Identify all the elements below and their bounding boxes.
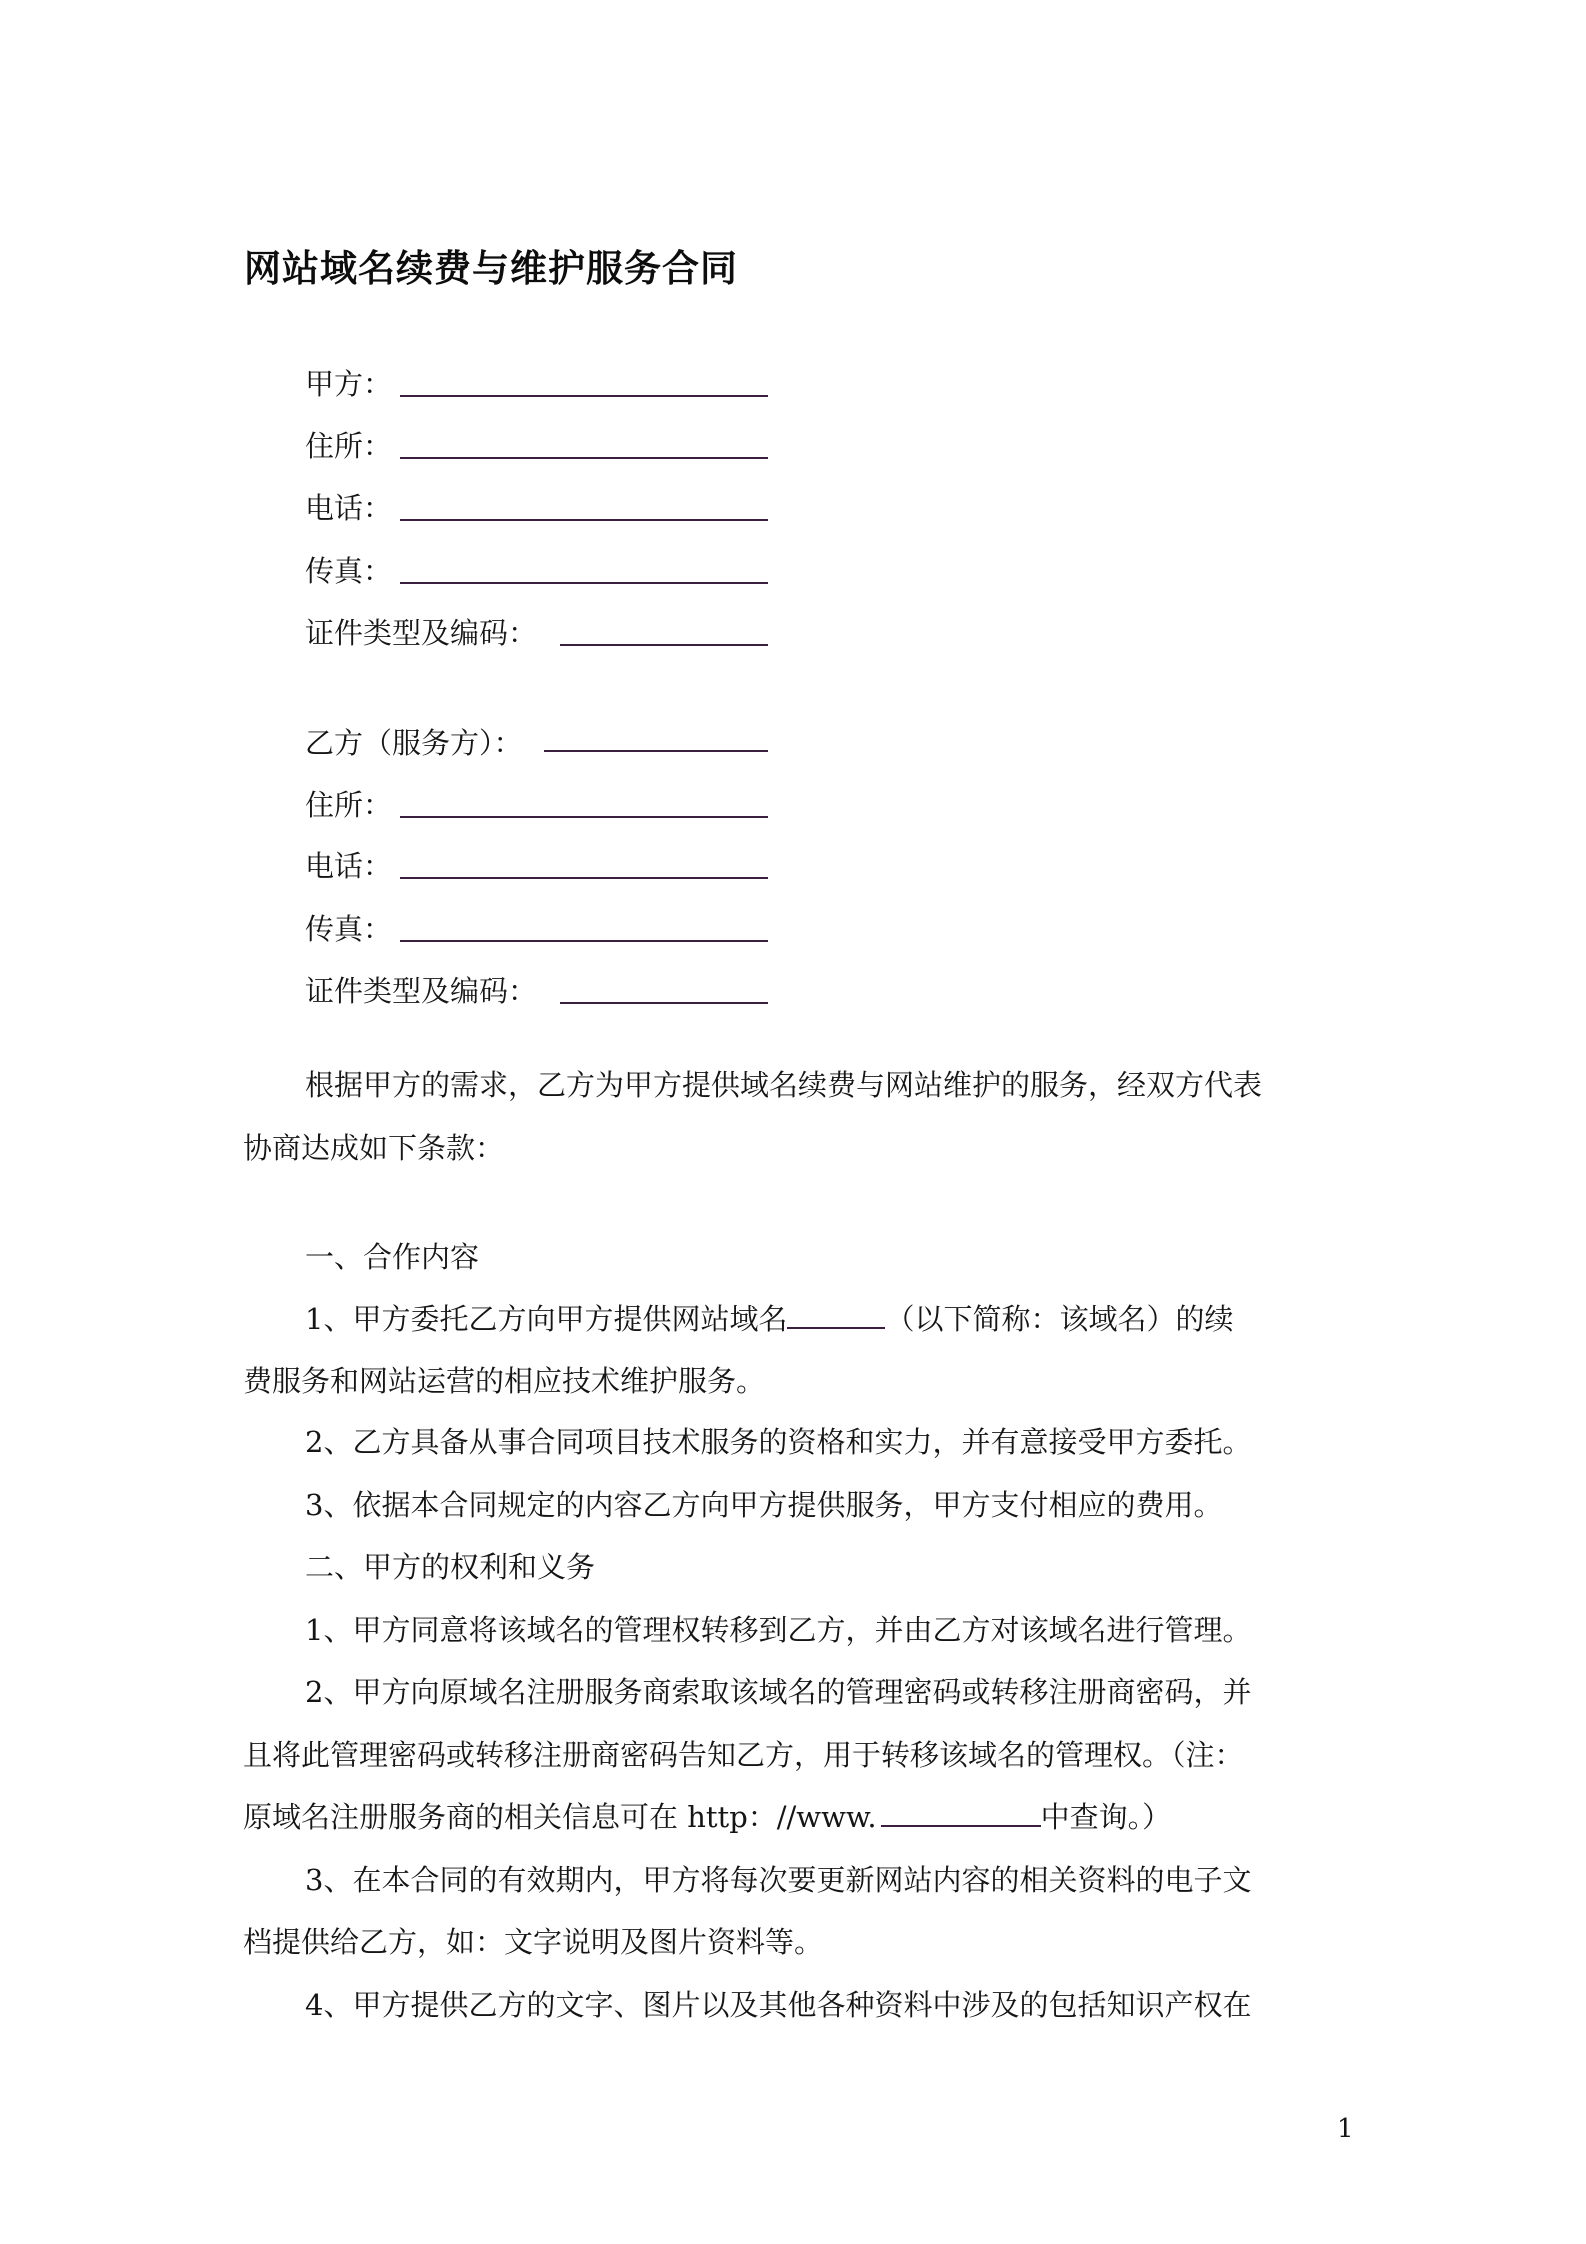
party-b-id-label: 证件类型及编码： [305,974,538,1008]
party-b-address-row [305,785,775,825]
clause-1-text-a: 1、甲方委托乙方向甲方提供网站域名 [305,1302,788,1336]
section-2-clause-3-line-2: 档提供给乙方，如：文字说明及图片资料等。 [243,1925,824,1959]
party-b-fax-row [305,909,775,949]
party-a-address-blank[interactable] [400,457,768,459]
party-b-fax-blank[interactable] [400,940,768,942]
party-a-fax-label: 传真： [305,554,393,588]
party-b-name-blank[interactable] [544,750,768,752]
party-a-address-row [305,426,775,466]
party-a-name-row [305,364,775,404]
domain-name-blank[interactable] [787,1301,885,1329]
registrar-url-blank[interactable] [881,1799,1041,1827]
party-a-name-blank[interactable] [400,395,768,397]
section-2-clause-1: 1、甲方同意将该域名的管理权转移到乙方，并由乙方对该域名进行管理。 [305,1613,1252,1647]
party-a-name-label: 甲方： [305,367,393,401]
section-2-clause-2-line-2: 且将此管理密码或转移注册商密码告知乙方，用于转移该域名的管理权。（注： [243,1738,1244,1772]
party-b-address-blank[interactable] [400,816,768,818]
document-title: 网站域名续费与维护服务合同 [244,246,738,290]
section-1-heading: 一、合作内容 [305,1240,480,1274]
section-2-clause-2-line-1: 2、甲方向原域名注册服务商索取该域名的管理密码或转移注册商密码，并 [305,1675,1252,1709]
party-b-name-row [305,723,775,763]
preamble-text-1: 根据甲方的需求，乙方为甲方提供域名续费与网站维护的服务，经双方代表 [305,1068,1263,1102]
party-b-fax-label: 传真： [305,912,393,946]
party-a-phone-row [305,488,775,528]
registrar-note-text: 原域名注册服务商的相关信息可在 http：//www. [243,1800,877,1834]
party-a-fax-row [305,551,775,591]
section-2-clause-4-line-1: 4、甲方提供乙方的文字、图片以及其他各种资料中涉及的包括知识产权在 [305,1988,1252,2022]
party-a-phone-blank[interactable] [400,519,768,521]
preamble-line-2: 协商达成如下条款： [243,1131,505,1165]
party-a-address-label: 住所： [305,429,393,463]
section-2-heading: 二、甲方的权利和义务 [305,1550,596,1584]
party-b-id-row [305,971,775,1011]
preamble-line-1 [305,1065,1345,1105]
registrar-note-end: 中查询。） [1040,1800,1172,1834]
party-a-id-label: 证件类型及编码： [305,616,538,650]
section-1-clause-1-line-1 [305,1299,1233,1339]
party-a-id-blank[interactable] [560,644,768,646]
section-1-clause-3: 3、依据本合同规定的内容乙方向甲方提供服务，甲方支付相应的费用。 [305,1488,1223,1522]
party-a-fax-blank[interactable] [400,582,768,584]
section-1-clause-2: 2、乙方具备从事合同项目技术服务的资格和实力，并有意接受甲方委托。 [305,1425,1252,1459]
section-2-clause-3-line-1: 3、在本合同的有效期内，甲方将每次要更新网站内容的相关资料的电子文 [305,1863,1252,1897]
party-b-phone-blank[interactable] [400,877,768,879]
section-2-clause-2-line-3 [243,1797,1171,1837]
party-b-phone-label: 电话： [305,849,393,883]
party-b-address-label: 住所： [305,788,393,822]
clause-1-text-b: （以下简称：该域名）的续 [885,1302,1234,1336]
party-a-id-row [305,613,775,653]
party-a-phone-label: 电话： [305,491,393,525]
party-b-phone-row [305,846,775,886]
party-b-name-label: 乙方（服务方）： [305,726,523,760]
party-b-id-blank[interactable] [560,1002,768,1004]
section-1-clause-1-line-2: 费服务和网站运营的相应技术维护服务。 [243,1364,766,1398]
page-number: 1 [1337,2114,1354,2144]
